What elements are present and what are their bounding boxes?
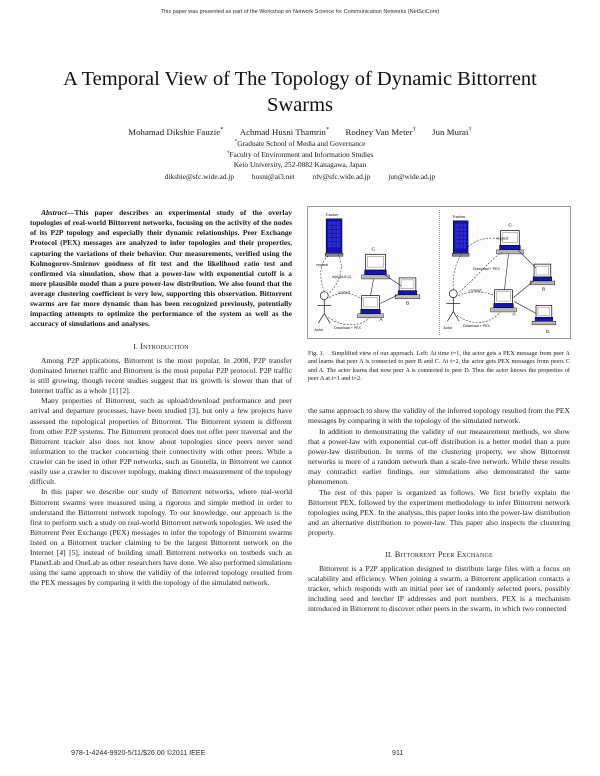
svg-text:Download + PEX: Download + PEX	[334, 326, 361, 331]
email-3[interactable]: rdv@sfc.wide.ad.jp	[312, 172, 371, 182]
peer-c-icon-right	[497, 231, 524, 254]
figure-panel-t2	[439, 207, 570, 338]
svg-text:C: C	[371, 247, 376, 253]
peer-exchange-paragraph-1: Bittorrent is a P2P application designed to distribute large files with a focus on scalability and efficiency. When joining a swarm, a Bittorrent application contacts a tracker, which responds with an initial peer set of randomly selected peers, possibly including seed and leecher IP addresses and port numbers. PEX is a mechanism introduced in Bittorrent to discover other peers in the swarm, in which two connected	[308, 563, 570, 614]
author-name-1: Mohamad Dikshie Fauzie*	[128, 126, 224, 137]
actor-figure-left	[317, 292, 331, 324]
figure-1-caption	[308, 350, 570, 384]
svg-text:Tracker: Tracker	[452, 213, 466, 219]
peer-b-icon-right	[530, 264, 555, 285]
svg-text:connect: connect	[338, 290, 351, 295]
section-number-peer-exchange: II.	[385, 549, 393, 559]
author-name-3: Rodney Van Meter†	[345, 126, 416, 137]
svg-text:Actor: Actor	[314, 328, 324, 333]
section-heading-peer-exchange	[308, 549, 570, 560]
figure-1-label: Fig. 1.	[308, 350, 325, 357]
email-1[interactable]: dikshie@sfc.wide.ad.jp	[164, 172, 235, 182]
section-number-introduction: I.	[133, 341, 139, 351]
author-mark-1: *	[220, 126, 224, 134]
tracker-icon-left	[325, 219, 343, 256]
affiliation-address: Keio University, 252-0882 Kanagawa, Japan	[233, 160, 367, 170]
affiliation-2-mark: †	[226, 149, 230, 156]
page-number: 911	[392, 749, 404, 757]
email-4[interactable]: jun@wide.ad.jp	[388, 172, 436, 182]
svg-text:Download + PEX: Download + PEX	[463, 324, 490, 329]
svg-text:C: C	[508, 223, 512, 229]
figure-1	[307, 206, 571, 339]
abstract-body: This paper describes an experimental study of the overlay topologies of real-world Bittorrent networks, focusing on the activity of the nodes of its P2P topology and especially their dynamic relationships. Peer Exchange Protocol (PEX) messages are analyzed to infer topologies and their properties, capturing the variations of their behavior. Our measurements, verified using the Kolmogorov-Smirnov goodness of fit test and the likelihood ratio test and confirmed via simulation, show that a power-law with exponential cutoff is a more plausible model than a pure power-law distribution. We also found that the average clustering coefficient is very low, supporting this observation. Bittorrent swarms are far more dynamic than has been recognized previously, potentially impacting attempts to optimize the performance of the system as well as the accuracy of simulations and analyses.	[30, 208, 292, 329]
intro-paragraph-3-continued: the same approach to show the validity of the inferred topology resulted from the PEX messages by comparing it with the topology of the simulated network.	[308, 406, 570, 426]
svg-text:B: B	[406, 301, 410, 307]
abstract-paragraph	[30, 208, 292, 330]
peer-a-icon-right	[491, 290, 517, 312]
page-title: A Temporal View of The Topology of Dynamic Bittorrent Swarms	[63, 67, 537, 116]
affiliation-2: †Faculty of Environment and Information Studies	[226, 149, 374, 159]
email-2[interactable]: husni@ai3.net	[251, 172, 295, 182]
svg-text:reply(A,B,C): reply(A,B,C)	[332, 274, 352, 279]
actor-figure-right	[446, 290, 460, 322]
svg-text:A: A	[512, 312, 516, 318]
figure-panel-t2-svg	[439, 207, 570, 338]
svg-text:request: request	[316, 263, 329, 268]
author-name-2: Achmad Husni Thamrin*	[239, 126, 330, 137]
section-title-introduction: Introduction	[140, 341, 189, 351]
svg-text:Tracker: Tracker	[325, 211, 339, 217]
intro-paragraph-4: In addition to demonstrating the validity of our measurement methods, we show that a power-law with exponential cut-off distribution is a better model than a pure power-law distribution. In terms of the clustering property, we show Bittorrent networks is more of a random network than a scale-free network. While these results may contradict earlier findings, our simulations also demonstrated the same phenomenon.	[308, 426, 570, 486]
figure-1-caption-text: Simplified view of our approach. Left: At time t=1, the actor gets a PEX message from peer A and learns that peer A is connected to peer B and C. At t=2, the actor gets PEX messages from peers C and A. The actor learns that now peer A is connected to peer D. Thus the actor knows the properties of peer A at t=1 and t=2.	[308, 350, 570, 383]
peer-b-icon-left	[395, 278, 420, 299]
author-emails	[40, 172, 560, 181]
svg-text:request: request	[496, 236, 509, 241]
intro-paragraph-2: Many properties of Bittorrent, such as upload/download performance and peer arrival and departure processes, have been studied [3], but only a few projects have assessed the topological properties of Bittorrent. The Bittorrent system is different from other P2P systems. The Bittorrent protocol does not offer peer traversal and the Bittorrent tracker also does not know about topologies since peers never send information to the tracker concerning their connectivity with other peers. While a crawler can be used in other P2P networks, such as Gnutella, in Bittorrent we cannot easily use a crawler to discover topology, making direct measurement of the topology difficult.	[30, 396, 292, 486]
section-title-peer-exchange: Bittorrent Peer Exchange	[394, 549, 493, 559]
affiliation-1: *Graduate School of Media and Governance	[234, 138, 366, 149]
section-heading-introduction	[30, 341, 292, 352]
intro-paragraph-1: Among P2P applications, Bittorrent is the most popular. In 2008, P2P transfer dominated Internet traffic and Bittorrent is the most popular P2P protocol. P2P traffic is still growing, though recent studies suggest that its growth is slower than that of Internet traffic as a whole [1] [2].	[30, 355, 292, 395]
intro-paragraph-3: In this paper we describe our study of Bittorrent networks, where real-world Bittorrent swarms were measured using a rigorous and simple method in order to understand the Bittorrent network topology. To our knowledge, our approach is the first to perform such a study on real-world Bittorrent network topologies. We used the Bittorrent Peer Exchange (PEX) messages to infer the topology of Bittorrent swarms listed on a Bittorrent tracker claiming to be the largest Bittorrent network on the Internet [4] [5], instead of building small Bittorrent networks on testbeds such as PlanetLab and OneLab as other researchers have done. We also performed simulations using the same approach to show the validity of the inferred topology resulted from the PEX messages by comparing it with the topology of the simulated network.	[30, 487, 292, 587]
author-mark-2: *	[326, 126, 330, 134]
column-right	[308, 406, 570, 615]
author-block	[40, 127, 560, 181]
figure-panel-t1-svg	[308, 207, 439, 338]
svg-text:A: A	[379, 318, 383, 324]
svg-text:connect: connect	[469, 288, 482, 293]
svg-text:Download + PEX: Download + PEX	[472, 267, 500, 272]
svg-text:B: B	[541, 287, 546, 293]
figure-panel-t1	[308, 207, 439, 338]
svg-text:D: D	[545, 330, 550, 336]
svg-text:Actor: Actor	[443, 326, 453, 331]
abstract-lead: Abstract—	[41, 208, 75, 217]
affiliation-1-mark: *	[234, 138, 238, 145]
author-mark-4: †	[468, 126, 472, 134]
isbn-text: 978-1-4244-9920-5/11/$26.00 ©2011 IEEE	[71, 749, 206, 757]
column-left	[30, 208, 292, 589]
author-names	[40, 127, 560, 137]
author-mark-3: †	[412, 126, 416, 134]
workshop-header-note: This paper was presented as part of the Workshop on Network Science for Communication Networks (NetSciCom)	[160, 9, 440, 15]
author-name-4: Jun Murai†	[432, 126, 472, 137]
intro-paragraph-5: The rest of this paper is organized as follows. We first briefly explain the Bittorrent PEX, followed by the experiment methodology to infer Bittorrent network topologies using PEX. In the analysis, this paper looks into the power-law distribution and an alternative distribution to power-law. This paper also inspects the clustering property.	[308, 487, 570, 537]
peer-d-icon-right	[532, 305, 556, 324]
tracker-icon-right	[452, 221, 469, 256]
